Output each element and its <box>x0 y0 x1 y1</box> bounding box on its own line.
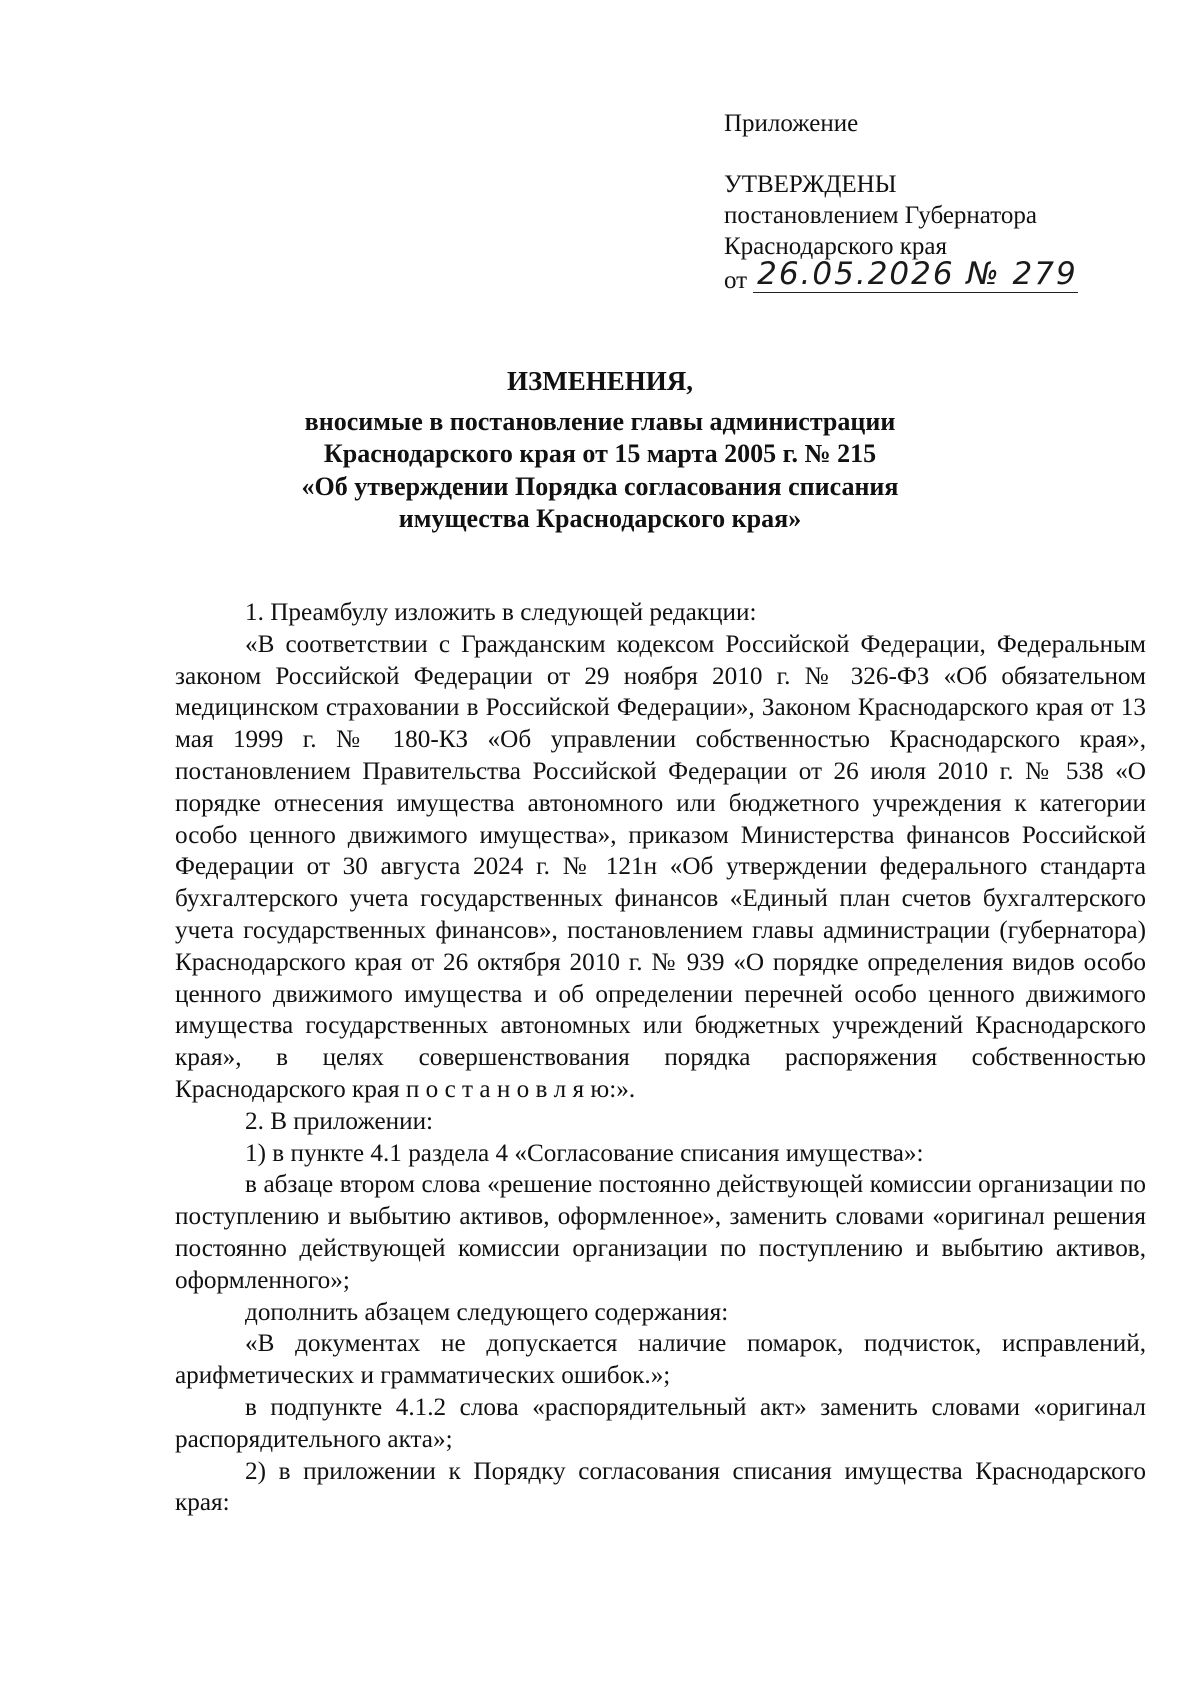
paragraph: в подпункте 4.1.2 слова «распорядительный акт» заменить словами «оригинал распорядительного акта»; <box>175 1393 1146 1453</box>
paragraph: 2. В приложении: <box>245 1107 434 1135</box>
handwritten-date-number: 26.05.2026 № 279 <box>753 259 1078 293</box>
approved-label: УТВЕРЖДЕНЫ <box>724 171 897 198</box>
heading-title: ИЗМЕНЕНИЯ, <box>506 366 693 396</box>
paragraph: «В соответствии с Гражданским кодексом Российской Федерации, Федеральным законом Российской Федерации от 29 ноября 2010 г. № 326-ФЗ «Об обязательном медицинском страховании в Российской Федерации», Законом Краснодарского края от 13 мая 1999 г. № 180-КЗ «Об управлении собственностью Краснодарского края», постановлением Правительства Российской Федерации от 26 июля 2010 г. № 538 «О порядке отнесения имущества автономного или бюджетного учреждения к категории особо ценного движимого имущества», приказом Министерства финансов Российской Федерации от 30 августа 2024 г. № 121н «Об утверждении федерального стандарта бухгалтерского учета государственных финансов «Единый план счетов бухгалтерского учета государственных финансов», постановлением главы администрации (губернатора) Краснодарского края от 26 октября 2010 г. № 939 «О порядке определения видов особо ценного движимого имущества и об определении перечней особо ценного движимого имущества государственных автономных или бюджетных учреждений Краснодарского края», в целях совершенствования порядка распоряжения собственностью Краснодарского края п о с т а н о в л я ю:». <box>175 630 1146 1103</box>
paragraph: дополнить абзацем следующего содержания: <box>245 1298 729 1326</box>
paragraph: 1. Преамбулу изложить в следующей редакции: <box>245 599 757 626</box>
paragraph: «В документах не допускается наличие помарок, подчисток, исправлений, арифметических и грамматических ошибок.»; <box>175 1330 1146 1390</box>
document-heading <box>0 365 1200 536</box>
region-line: Краснодарского края <box>724 233 947 260</box>
decree-date-line <box>724 256 1078 296</box>
approval-stamp-block <box>724 108 1078 296</box>
heading-line-2: Краснодарского края от 15 марта 2005 г. № 215 <box>323 439 877 468</box>
date-prefix: от <box>724 267 748 294</box>
paragraph: в абзаце втором слова «решение постоянно действующей комиссии организации по поступлению и выбытию активов, оформленное», заменить словами «оригинал решения постоянно действующей комиссии организации по поступлению и выбытию активов, оформленного»; <box>175 1171 1146 1294</box>
heading-line-4: имущества Краснодарского края» <box>398 504 802 533</box>
appendix-label: Приложение <box>724 110 859 137</box>
paragraph: 1) в пункте 4.1 раздела 4 «Согласование списания имущества»: <box>245 1139 924 1167</box>
document-body <box>175 597 1146 1519</box>
approved-by-line: постановлением Губернатора <box>724 202 1037 229</box>
heading-line-1: вносимые в постановление главы администрации <box>304 406 896 436</box>
paragraph: 2) в приложении к Порядку согласования списания имущества Краснодарского края: <box>175 1457 1146 1517</box>
heading-line-3: «Об утверждении Порядка согласования списания <box>301 471 899 501</box>
